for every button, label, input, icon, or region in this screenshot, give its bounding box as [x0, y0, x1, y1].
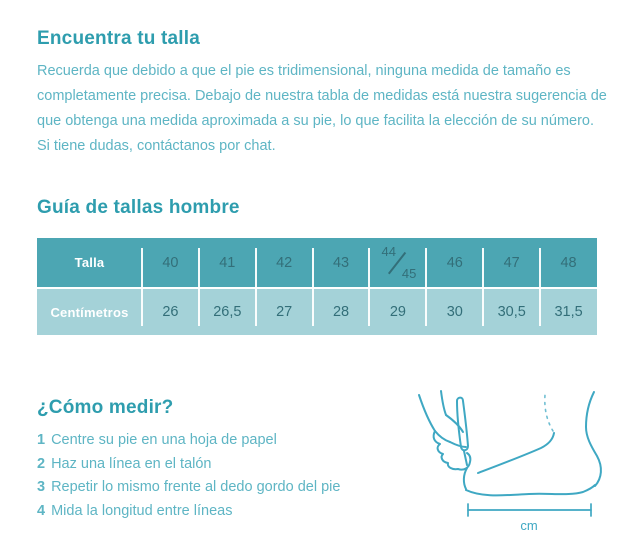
- size-cell-48: 48: [560, 254, 577, 271]
- column-divider: [141, 248, 143, 326]
- split-size-top: 44: [381, 244, 396, 259]
- column-divider: [312, 248, 314, 326]
- cm-cell: 29: [389, 304, 406, 320]
- cm-cell: 31,5: [554, 304, 583, 320]
- cm-cell: 27: [276, 304, 293, 320]
- measure-step-1: [37, 429, 340, 453]
- step-number: 2: [37, 455, 46, 472]
- size-cell-42: 42: [276, 254, 293, 271]
- measure-step-4: [37, 500, 340, 524]
- column-divider: [198, 248, 200, 326]
- step-number: 3: [37, 479, 46, 495]
- foot-toe-front: [464, 468, 467, 489]
- hand-palm-line: [435, 431, 450, 442]
- step-text: Haz una línea en el talón: [51, 455, 212, 472]
- column-divider: [425, 248, 427, 326]
- size-cell-43: 43: [332, 254, 350, 271]
- split-size-bottom: 45: [401, 266, 417, 281]
- size-cell-40: 40: [162, 254, 179, 271]
- intro-paragraph: [37, 59, 607, 159]
- cm-cell: 30,5: [497, 304, 526, 320]
- cm-cell: 26,5: [213, 304, 242, 320]
- hand-knuckle-line: [446, 415, 463, 432]
- cm-label: cm: [520, 518, 538, 533]
- step-text: Centre su pie en una hoja de papel: [51, 432, 277, 448]
- page-title: Encuentra tu talla: [37, 28, 201, 49]
- hand-wrist-line: [419, 395, 435, 431]
- how-to-measure-title: ¿Cómo medir?: [37, 397, 174, 418]
- intro-line: Si tiene dudas, contáctanos por chat.: [37, 138, 276, 154]
- step-text: Mida la longitud entre líneas: [51, 502, 233, 519]
- size-guide-title: Guía de tallas hombre: [37, 197, 240, 218]
- column-divider: [482, 248, 484, 326]
- size-cell-41: 41: [219, 254, 236, 271]
- foot-instep: [478, 433, 554, 473]
- intro-line: Recuerda que debido a que el pie es tridimensional, ninguna medida de tamaño es: [37, 63, 571, 79]
- step-number: 4: [37, 502, 46, 519]
- foot-sole: [466, 485, 595, 495]
- size-table-row-talla: [37, 238, 597, 287]
- size-table: [37, 238, 597, 335]
- row-label-talla: Talla: [74, 255, 105, 270]
- row-label-centimetros: Centímetros: [50, 304, 129, 320]
- pen-icon: [457, 398, 468, 451]
- cm-cell: 26: [162, 304, 179, 320]
- column-divider: [539, 248, 541, 326]
- intro-line: que obtenga una medida aproximada a su pie, lo que facilita la elección de su número.: [37, 113, 595, 129]
- measure-step-2: [37, 453, 340, 477]
- column-divider: [368, 248, 370, 326]
- cm-cell: 28: [332, 304, 350, 320]
- size-cell-47: 47: [503, 254, 520, 271]
- foot-heel-leg-back: [586, 392, 601, 486]
- cm-cell: 30: [446, 304, 463, 320]
- measure-steps: [37, 429, 340, 523]
- shin-sketch-line: [545, 395, 553, 431]
- size-cell-44-45: [370, 238, 427, 287]
- measure-step-3: [37, 476, 340, 500]
- hand-grip-line: [450, 442, 466, 447]
- step-text: Repetir lo mismo frente al dedo gordo del pie: [51, 479, 341, 495]
- size-table-row-centimetros: [37, 289, 597, 335]
- hand-wrist-line: [441, 391, 446, 415]
- size-cell-46: 46: [446, 254, 463, 271]
- foot-measure-illustration: [411, 389, 643, 540]
- intro-line: completamente precisa. Debajo de nuestra tabla de medidas está nuestra sugerencia de: [37, 88, 607, 104]
- column-divider: [255, 248, 257, 326]
- step-number: 1: [37, 432, 46, 448]
